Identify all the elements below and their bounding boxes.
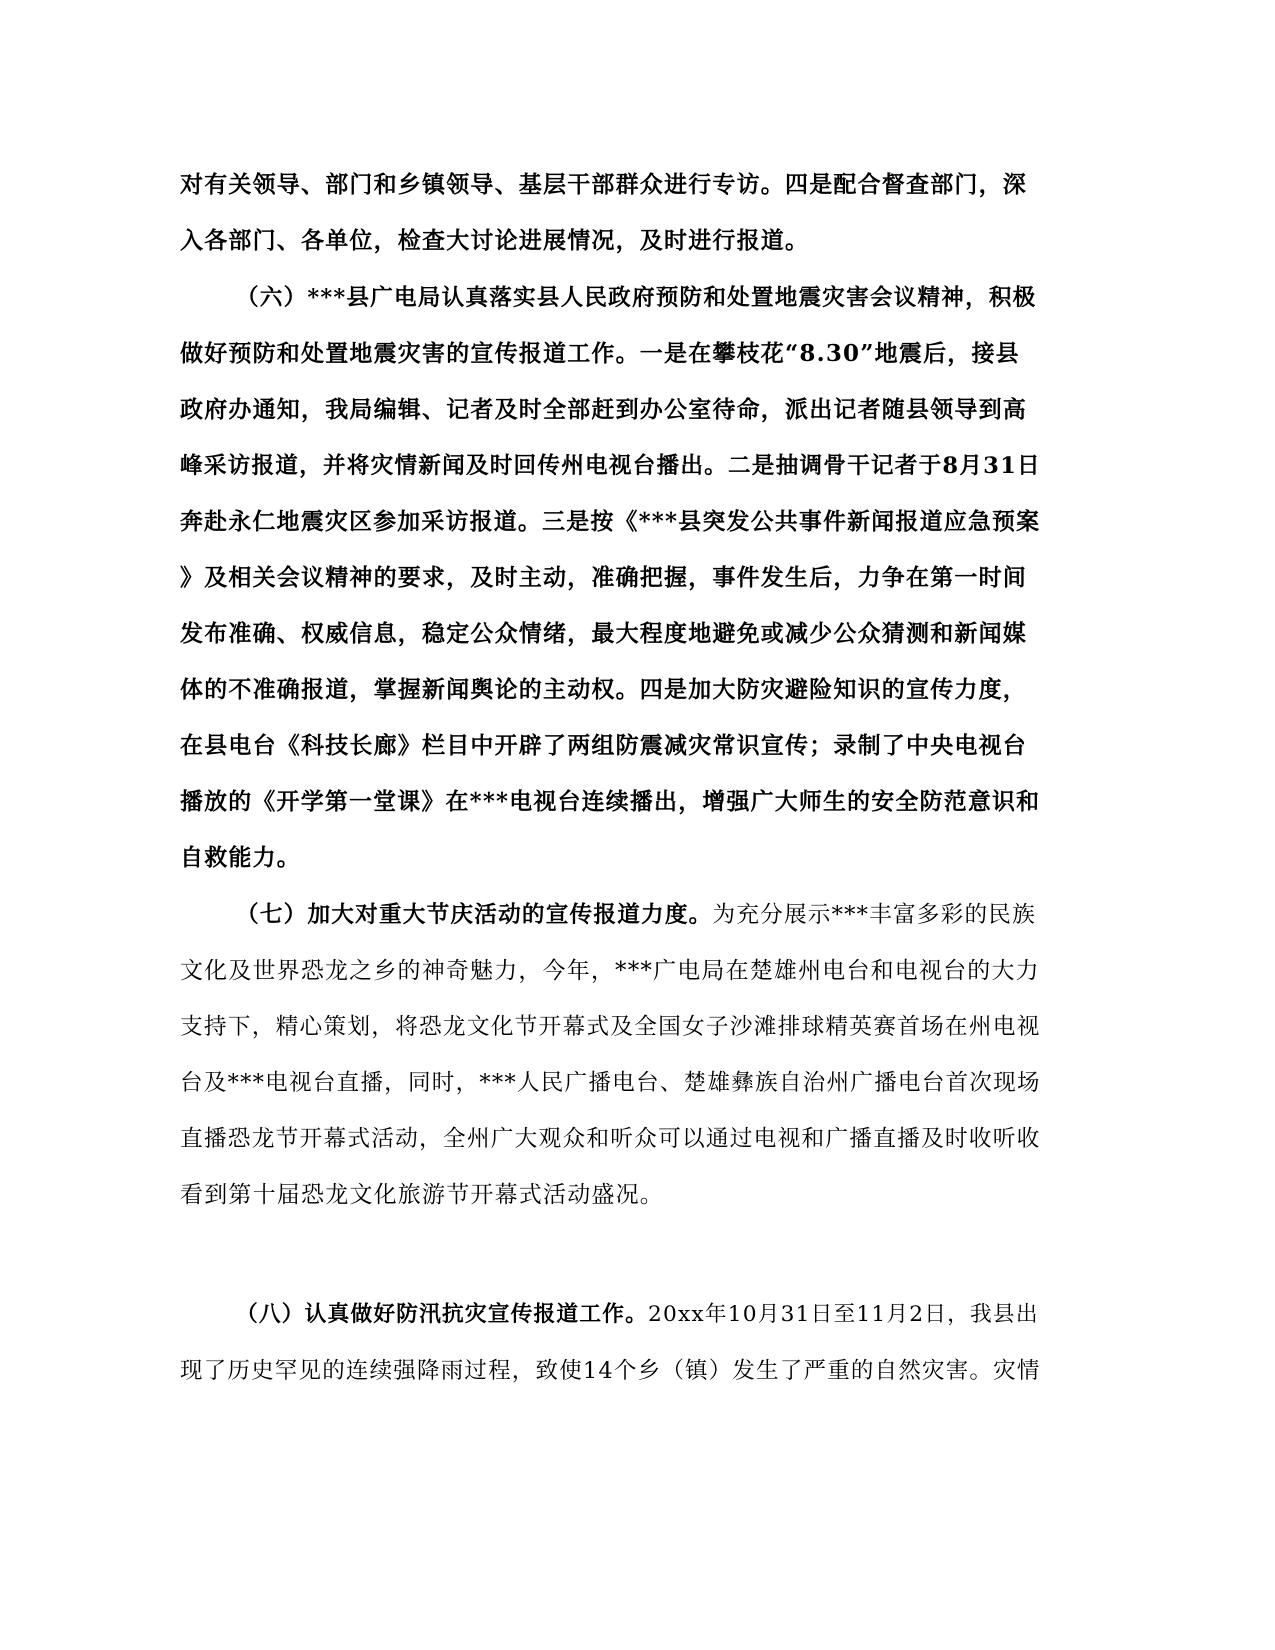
paragraph-line: 政府办通知，我局编辑、记者及时全部赶到办公室待命，派出记者随县领导到高 xyxy=(180,396,1027,423)
paragraph-line: 对有关领导、部门和乡镇领导、基层干部群众进行专访。四是配合督查部门，深 xyxy=(180,171,1027,198)
paragraph-line: 做好预防和处置地震灾害的宣传报道工作。一是在攀枝花“8.30”地震后，接县 xyxy=(180,340,1020,367)
paragraph-line: 峰采访报道，并将灾情新闻及时回传州电视台播出。二是抽调骨干记者于8月31日 xyxy=(180,453,1041,479)
paragraph-line: 》及相关会议精神的要求，及时主动，准确把握，事件发生后，力争在第一时间 xyxy=(180,564,1027,591)
paragraph-line xyxy=(236,1295,1039,1335)
paragraph-line: 发布准确、权威信息，稳定公众情绪，最大程度地避免或减少公众猜测和新闻媒 xyxy=(180,620,1027,647)
paragraph-line: 文化及世界恐龙之乡的神奇魅力，今年，***广电局在楚雄州电台和电视台的大力 xyxy=(180,958,1040,984)
paragraph-line: 奔赴永仁地震灾区参加采访报道。三是按《***县突发公共事件新闻报道应急预案 xyxy=(180,508,1041,535)
paragraph-line xyxy=(236,895,1036,935)
paragraph-line: 支持下，精心策划，将恐龙文化节开幕式及全国女子沙滩排球精英赛首场在州电视 xyxy=(180,1014,1041,1040)
paragraph-line: （六）***县广电局认真落实县人民政府预防和处置地震灾害会议精神，积极 xyxy=(236,285,1037,311)
paragraph-line: 入各部门、各单位，检查大讨论进展情况，及时进行报道。 xyxy=(180,227,810,254)
paragraph-text: 为充分展示***丰富多彩的民族 xyxy=(712,902,1036,928)
paragraph-text: 20xx年10月31日至11月2日，我县出 xyxy=(647,1302,1039,1327)
paragraph-line: 看到第十届恐龙文化旅游节开幕式活动盛况。 xyxy=(180,1182,664,1208)
paragraph-line: 体的不准确报道，掌握新闻舆论的主动权。四是加大防灾避险知识的宣传力度， xyxy=(180,676,1027,703)
paragraph-line: 播放的《开学第一堂课》在***电视台连续播出，增强广大师生的安全防范意识和 xyxy=(180,788,1041,815)
paragraph-line: 台及***电视台直播，同时，***人民广播电台、楚雄彝族自治州广播电台首次现场 xyxy=(180,1070,1041,1096)
paragraph-heading: （七）加大对重大节庆活动的宣传报道力度。 xyxy=(236,902,713,928)
paragraph-line: 直播恐龙节开幕式活动，全州广大观众和听众可以通过电视和广播直播及时收听收 xyxy=(180,1126,1041,1152)
paragraph-line: 在县电台《科技长廊》栏目中开辟了两组防震减灾常识宣传；录制了中央电视台 xyxy=(180,732,1027,759)
paragraph-line: 自救能力。 xyxy=(180,844,301,871)
paragraph-heading: （八）认真做好防汛抗灾宣传报道工作。 xyxy=(236,1302,648,1327)
paragraph-line: 现了历史罕见的连续强降雨过程，致使14个乡（镇）发生了严重的自然灾害。灾情 xyxy=(180,1358,1041,1384)
